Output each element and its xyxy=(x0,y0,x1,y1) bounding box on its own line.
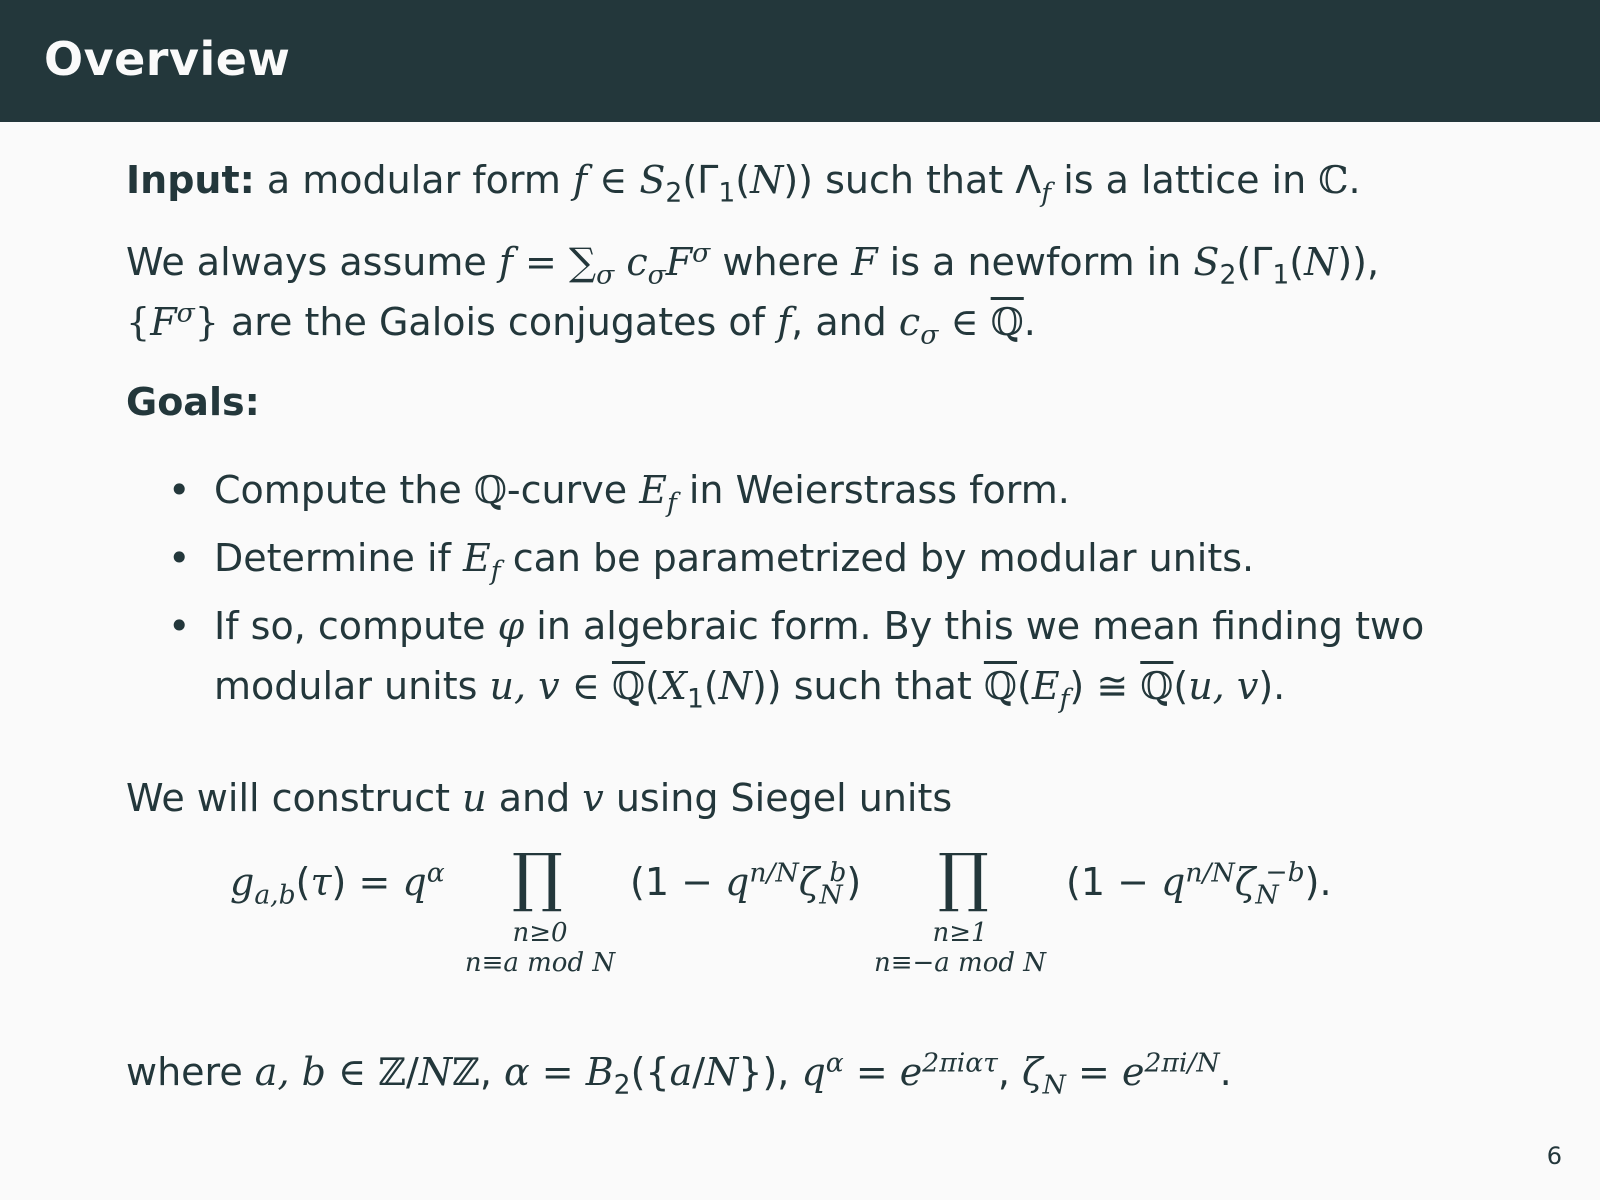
assumption-line-2: $\{F^\sigma\}$ are the Galois conjugates of f, and $c_\sigma$ ∈ ℚ. xyxy=(126,297,1036,351)
product-symbol-1: ∏ xyxy=(512,841,563,915)
where-paragraph: where a, b ∈ ℤ/Nℤ, $\alpha = B_2(\{a/N\})$, $q^\alpha = e^{2\pi i\alpha\tau}$, $\zeta_N = e^{2\pi i/N}$. xyxy=(126,1047,1232,1101)
input-label: Input: xyxy=(126,158,255,202)
siegel-intro: We will construct u and v using Siegel units xyxy=(126,776,953,820)
assumption-line-1: We always assume $f = \sum_\sigma$ $c_\sigma F^\sigma$ where F is a newform in $S_2(\Gamma_1(N))$, xyxy=(126,237,1380,291)
product-1-limits xyxy=(450,918,630,978)
slide-header xyxy=(0,0,1600,122)
assumption-paragraph xyxy=(126,232,1379,352)
formula-factor-2: $(1 - q^{n/N}\zeta_N^{-b})$. xyxy=(1066,857,1332,911)
formula-lhs: $g_{a,b}(\tau) = q^\alpha$ xyxy=(230,857,445,911)
product-2-limits xyxy=(860,918,1060,978)
goals-heading: Goals: xyxy=(126,380,260,424)
input-paragraph xyxy=(126,150,1361,210)
product-2-limit-bottom: n≡−a mod N xyxy=(873,948,1047,978)
goal-item-1: • Compute the ℚ-curve $E_f$ in Weierstrass form. xyxy=(126,460,1534,520)
goal-item-3: • If so, compute φ in algebraic form. By this we mean finding two modular units u, v ∈ $ℚ(X_1(N))$ such that $ℚ(E_f)$ ≅ ℚ(u, v). xyxy=(126,596,1534,716)
page-number: 6 xyxy=(1546,1142,1562,1170)
product-1-limit-top: n≥0 xyxy=(512,918,568,948)
input-text: a modular form f ∈ $S_2(\Gamma_1(N))$ such that $\Lambda_f$ is a lattice in ℂ. xyxy=(266,158,1361,209)
siegel-unit-formula xyxy=(230,840,1430,1000)
product-2-limit-top: n≥1 xyxy=(932,918,988,948)
slide-title: Overview xyxy=(44,32,291,86)
product-symbol-2: ∏ xyxy=(938,841,989,915)
goals-list xyxy=(126,460,1534,724)
goal-item-2: • Determine if $E_f$ can be parametrized by modular units. xyxy=(126,528,1534,588)
formula-factor-1: $(1 - q^{n/N}\zeta_N^b)$ xyxy=(630,857,862,911)
product-1-limit-bottom: n≡a mod N xyxy=(464,948,616,978)
